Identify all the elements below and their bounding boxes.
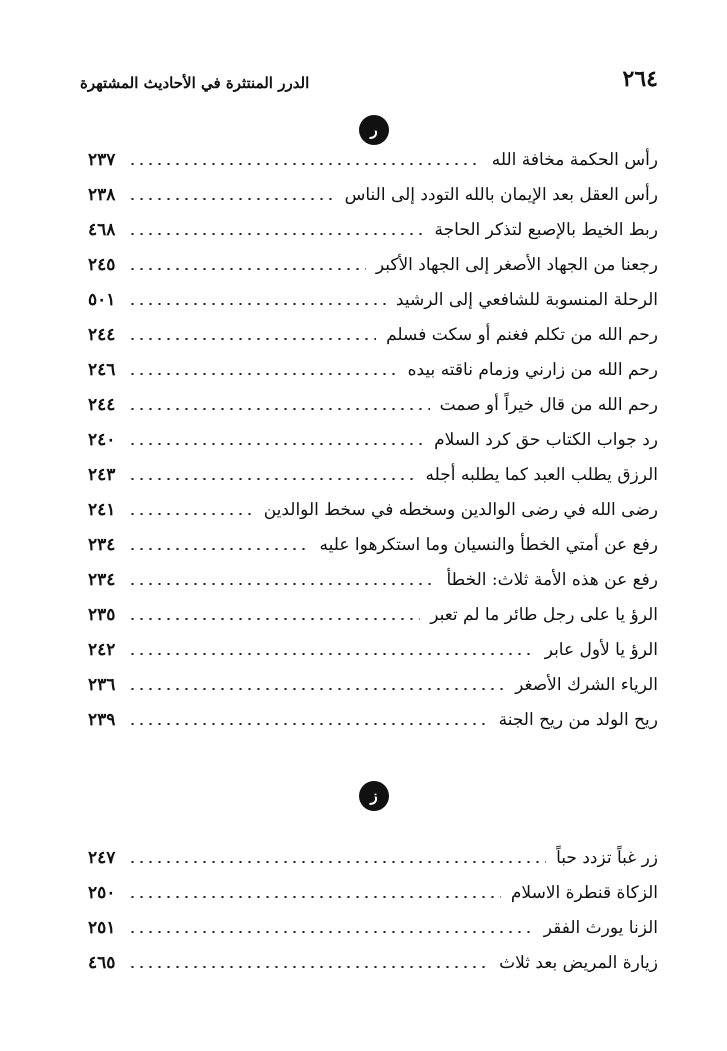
- entry-title: الرزق يطلب العبد كما يطلبه أجله: [425, 464, 658, 485]
- entry-title: الزنا يورث الفقر: [543, 917, 658, 938]
- entry-page: ٢٤٤: [88, 394, 116, 415]
- entry-page: ٢٣٤: [88, 534, 116, 555]
- entry-page: ٢٤١: [88, 499, 116, 520]
- index-entry: [88, 317, 658, 352]
- index-entry: [88, 527, 658, 562]
- entry-title: رجعنا من الجهاد الأصغر إلى الجهاد الأكبر: [375, 254, 658, 275]
- entry-page: ٢٤٧: [88, 847, 116, 868]
- index-entry: [88, 177, 658, 212]
- section-ra-entries: [88, 142, 658, 737]
- entry-page: ٤٦٥: [88, 952, 116, 973]
- entry-title: الرؤ يا لأول عابر: [544, 639, 658, 660]
- index-entry: [88, 562, 658, 597]
- entry-title: رأس العقل بعد الإيمان بالله التودد إلى الناس: [344, 184, 658, 205]
- entry-title: رأس الحكمة مخافة الله: [491, 149, 658, 170]
- dot-leader: [128, 618, 420, 620]
- index-entry: [88, 910, 658, 945]
- entry-page: ٢٣٦: [88, 674, 116, 695]
- entry-title: الزكاة قنطرة الاسلام: [510, 882, 658, 903]
- index-entry: [88, 247, 658, 282]
- entry-page: ٢٣٨: [88, 184, 116, 205]
- entry-title: رحم الله من زارني وزمام ناقته بيده: [407, 359, 658, 380]
- entry-title: زيارة المريض بعد ثلاث: [499, 952, 658, 973]
- dot-leader: [128, 163, 482, 165]
- dot-leader: [128, 861, 546, 863]
- entry-title: رضى الله في رضى الوالدين وسخطه في سخط الوالدين: [263, 499, 658, 520]
- dot-leader: [128, 896, 501, 898]
- page-number: ٢٦٤: [622, 66, 658, 92]
- dot-leader: [128, 408, 430, 410]
- dot-leader: [128, 723, 489, 725]
- section-letter-badge: ز: [359, 781, 389, 811]
- entry-title: رفع عن أمتي الخطأ والنسيان وما استكرهوا عليه: [319, 534, 658, 555]
- index-entry: [88, 840, 658, 875]
- dot-leader: [128, 373, 398, 375]
- section-letter-badge: ر: [359, 115, 389, 145]
- dot-leader: [128, 548, 310, 550]
- entry-page: ٢٤٥: [88, 254, 116, 275]
- index-entry: [88, 387, 658, 422]
- dot-leader: [128, 688, 505, 690]
- dot-leader: [128, 513, 254, 515]
- index-entry: [88, 282, 658, 317]
- index-entry: [88, 212, 658, 247]
- dot-leader: [128, 583, 436, 585]
- dot-leader: [128, 931, 534, 933]
- entry-page: ٢٥١: [88, 917, 116, 938]
- entry-title: الرحلة المنسوبة للشافعي إلى الرشيد: [395, 289, 658, 310]
- entry-title: ربط الخيط بالإصبع لتذكر الحاجة: [434, 219, 658, 240]
- index-entry: [88, 632, 658, 667]
- dot-leader: [128, 233, 425, 235]
- index-entry: [88, 457, 658, 492]
- entry-page: ٢٤٦: [88, 359, 116, 380]
- entry-title: ريح الولد من ريح الجنة: [498, 709, 658, 730]
- dot-leader: [128, 338, 376, 340]
- entry-page: ٥٠١: [88, 289, 116, 310]
- index-entry: [88, 702, 658, 737]
- dot-leader: [128, 443, 424, 445]
- entry-title: رد جواب الكتاب حق كرد السلام: [434, 429, 658, 450]
- index-entry: [88, 492, 658, 527]
- dot-leader: [128, 653, 535, 655]
- entry-title: زر غباً تزدد حباً: [556, 847, 658, 868]
- entry-title: الرؤ يا على رجل طائر ما لم تعبر: [430, 604, 658, 625]
- index-entry: [88, 142, 658, 177]
- entry-title: رحم الله من قال خيراً أو صمت: [439, 394, 658, 415]
- running-title: الدرر المنتثرة في الأحاديث المشتهرة: [80, 74, 310, 92]
- dot-leader: [128, 303, 386, 305]
- entry-page: ٢٣٥: [88, 604, 116, 625]
- dot-leader: [128, 966, 489, 968]
- entry-title: رحم الله من تكلم فغنم أو سكت فسلم: [386, 324, 658, 345]
- dot-leader: [128, 198, 335, 200]
- entry-page: ٢٥٠: [88, 882, 116, 903]
- entry-page: ٢٣٩: [88, 709, 116, 730]
- entry-title: الرياء الشرك الأصغر: [515, 674, 658, 695]
- index-entry: [88, 352, 658, 387]
- entry-page: ٢٤٠: [88, 429, 116, 450]
- entry-page: ٢٤٢: [88, 639, 116, 660]
- index-entry: [88, 422, 658, 457]
- index-entry: [88, 875, 658, 910]
- entry-page: ٢٤٤: [88, 324, 116, 345]
- page-header: [80, 58, 658, 92]
- index-entry: [88, 597, 658, 632]
- section-zay-entries: [88, 840, 658, 980]
- entry-page: ٢٤٣: [88, 464, 116, 485]
- entry-page: ٢٣٧: [88, 149, 116, 170]
- dot-leader: [128, 478, 416, 480]
- dot-leader: [128, 268, 366, 270]
- index-entry: [88, 667, 658, 702]
- entry-page: ٢٣٤: [88, 569, 116, 590]
- entry-title: رفع عن هذه الأمة ثلاث: الخطأ: [446, 569, 658, 590]
- index-entry: [88, 945, 658, 980]
- entry-page: ٤٦٨: [88, 219, 116, 240]
